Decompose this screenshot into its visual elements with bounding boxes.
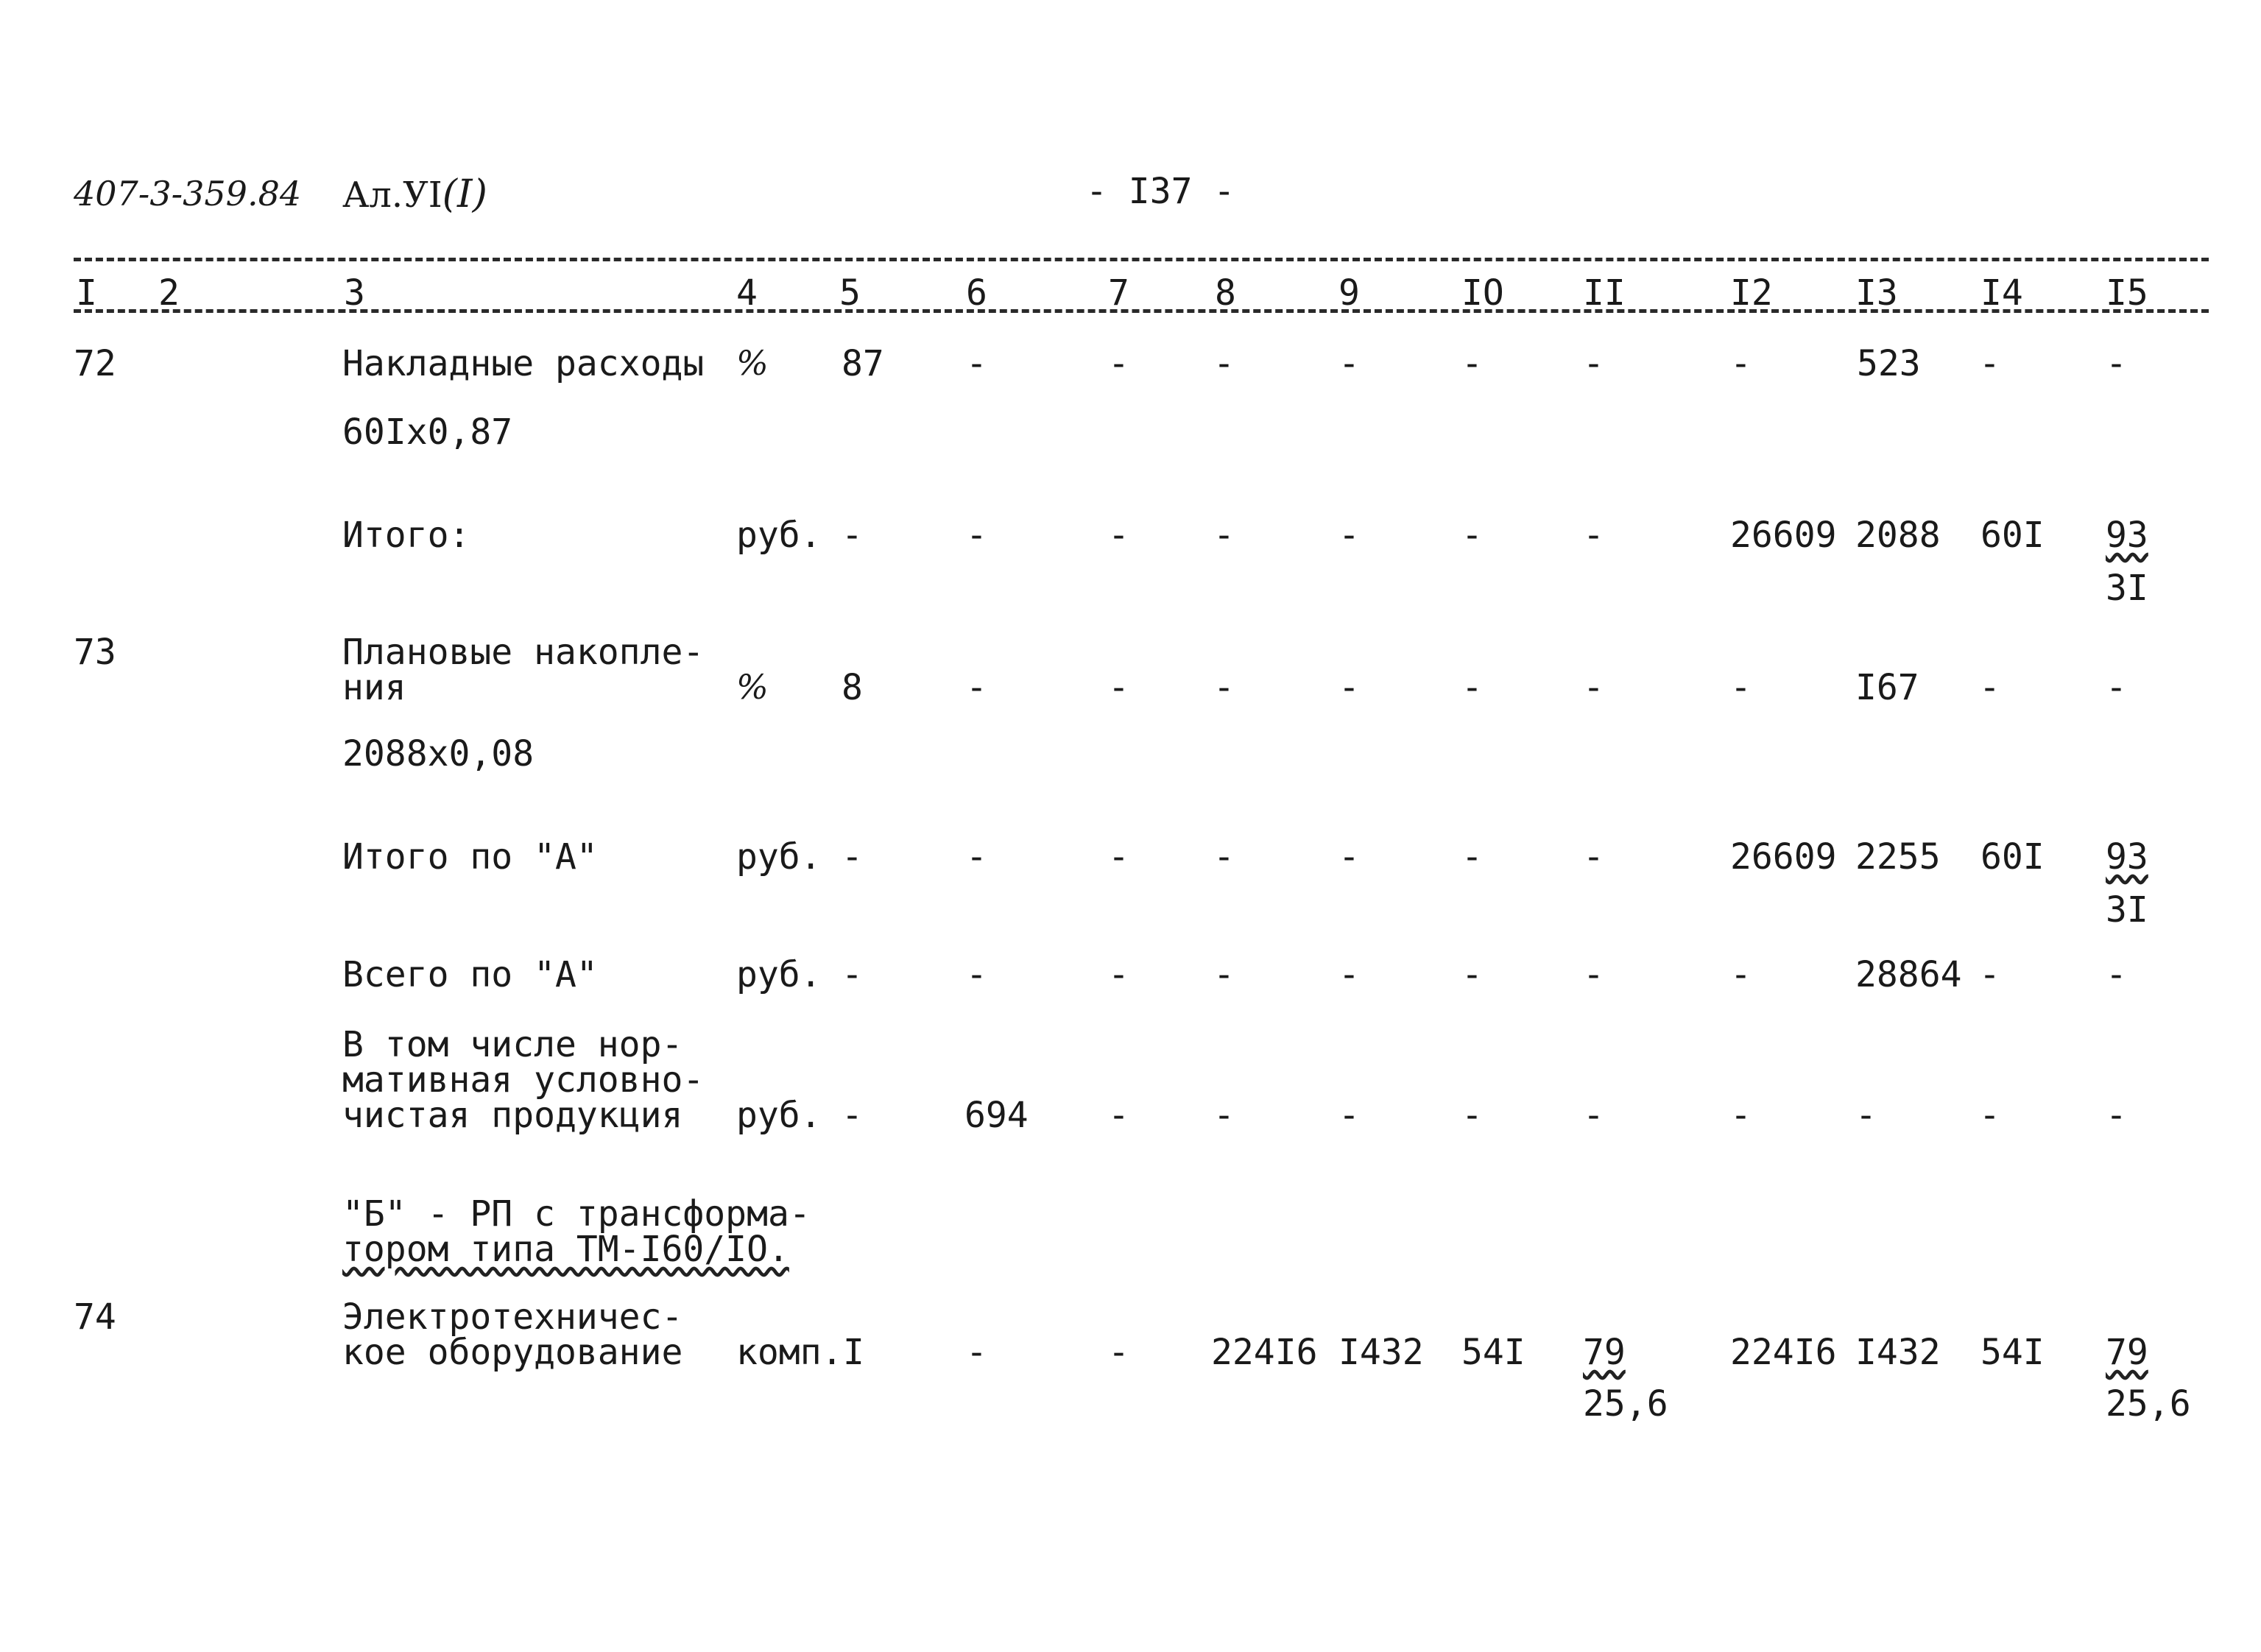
cell-col7: - (1108, 1332, 1129, 1373)
cell-col5: - (842, 1095, 863, 1136)
cell-col8: - (1213, 1095, 1235, 1136)
cell-col14: 60I (1980, 836, 2045, 878)
cell-col7: - (1108, 836, 1129, 878)
column-header: I5 (2106, 272, 2148, 314)
cell-col8: - (1213, 343, 1235, 384)
cell-col8: - (1213, 954, 1235, 995)
cell-col9: - (1338, 836, 1360, 878)
album-prefix: Ал.УI (342, 174, 442, 216)
header-rule-top (74, 258, 2209, 261)
column-header: I4 (1980, 272, 2023, 314)
cell-col15: - (2106, 954, 2127, 995)
cell-col10: - (1461, 954, 1483, 995)
item-name: Итого: (342, 515, 470, 556)
album-label (342, 172, 487, 216)
item-name: В том числе нор- мативная условно- чистая продукция (342, 1024, 705, 1136)
cell-col7: - (1108, 515, 1129, 556)
cell-col14: 60I (1980, 515, 2045, 556)
item-name: Плановые накопле- ния (342, 632, 705, 708)
cell-col11: - (1583, 515, 1604, 556)
unit: руб. (736, 515, 822, 556)
cell-col15: - (2106, 1095, 2127, 1136)
cell-col13: I67 (1855, 667, 1919, 708)
item-name: Итого по "А" (342, 836, 598, 878)
section-title-line1: "Б" - РП с трансформа- (342, 1193, 811, 1235)
cell-col13: 2255 (1855, 836, 1941, 878)
cell-col11: - (1583, 836, 1604, 878)
cell-col6: - (966, 954, 987, 995)
cell-col15: - (2106, 343, 2127, 384)
section-title-line2: тором типа ТМ-I60/IO. (342, 1229, 789, 1270)
column-header: 2 (158, 272, 180, 314)
row-number: 72 (74, 343, 116, 384)
cell-col12: - (1730, 1095, 1752, 1136)
cell-col6: - (966, 667, 987, 708)
cell-col8: 224I6 (1211, 1332, 1318, 1373)
cell-col6: - (966, 836, 987, 878)
cell-col9: - (1338, 667, 1360, 708)
cell-col9: - (1338, 515, 1360, 556)
document-code: 407-3-359.84 (74, 174, 302, 213)
cell-col12: 26609 (1730, 515, 1837, 556)
column-header: 9 (1338, 272, 1360, 314)
cell-col11: - (1583, 667, 1604, 708)
cell-col11: - (1583, 343, 1604, 384)
cell-col9: - (1338, 343, 1360, 384)
column-header: I (76, 272, 97, 314)
cell-col14: - (1979, 954, 2000, 995)
item-calculation: 60Ix0,87 (342, 412, 513, 453)
cell-col12: 26609 (1730, 836, 1837, 878)
unit: руб. (736, 1095, 822, 1136)
cell-col14: 54I (1980, 1332, 2045, 1373)
unit: % (736, 667, 769, 707)
cell-col13: 2088 (1855, 515, 1941, 556)
album-suffix: (I) (442, 172, 487, 216)
cell-col14: - (1979, 667, 2000, 708)
unit: руб. (736, 836, 822, 878)
unit: % (736, 343, 769, 383)
cell-col9: - (1338, 1095, 1360, 1136)
cell-col12: - (1730, 954, 1752, 995)
column-header: IO (1461, 272, 1504, 314)
cell-col12: - (1730, 343, 1752, 384)
cell-col5: I (843, 1332, 864, 1373)
cell-col11: - (1583, 1095, 1604, 1136)
cell-col15-top: 79 (2106, 1332, 2148, 1373)
unit: комп. (736, 1332, 843, 1373)
cell-col6: - (966, 1332, 987, 1373)
cell-col11: - (1583, 954, 1604, 995)
cell-col14: - (1979, 343, 2000, 384)
item-name: Всего по "А" (342, 954, 598, 995)
cell-col5: 87 (842, 343, 884, 384)
item-calculation: 2088x0,08 (342, 733, 535, 774)
cell-col7: - (1108, 343, 1129, 384)
cell-col14: - (1979, 1095, 2000, 1136)
cell-col13: 523 (1857, 343, 1921, 384)
cell-col5: 8 (842, 667, 863, 708)
cell-col13: I432 (1855, 1332, 1941, 1373)
column-header: I2 (1730, 272, 1773, 314)
column-header: 5 (839, 272, 861, 314)
column-header: 6 (966, 272, 987, 314)
cell-col10: - (1461, 1095, 1483, 1136)
unit: руб. (736, 954, 822, 995)
column-header: 3 (344, 272, 365, 314)
page-number: - I37 - (1086, 171, 1235, 212)
cell-col13: 28864 (1855, 954, 1962, 995)
cell-col8: - (1213, 667, 1235, 708)
cell-col8: - (1213, 515, 1235, 556)
cell-col5: - (842, 954, 863, 995)
cell-col7: - (1108, 954, 1129, 995)
cell-col6: - (966, 515, 987, 556)
cell-col15-top: 93 (2106, 515, 2148, 556)
column-header: 7 (1108, 272, 1129, 314)
cell-col12: 224I6 (1730, 1332, 1837, 1373)
cell-col10: - (1461, 836, 1483, 878)
cell-col12: - (1730, 667, 1752, 708)
column-header: I3 (1855, 272, 1898, 314)
column-header: II (1583, 272, 1626, 314)
cell-col9: - (1338, 954, 1360, 995)
column-header: 4 (736, 272, 758, 314)
cell-col10: 54I (1461, 1332, 1525, 1373)
row-number: 74 (74, 1296, 116, 1338)
cell-col15: - (2106, 667, 2127, 708)
cell-col15-bottom: 3I (2106, 889, 2148, 931)
cell-col10: - (1461, 515, 1483, 556)
item-name: Электротехничес- кое оборудование (342, 1296, 683, 1373)
column-header: 8 (1215, 272, 1236, 314)
row-number: 73 (74, 632, 116, 673)
item-name: Накладные расходы (342, 343, 705, 384)
cell-col11-bottom: 25,6 (1583, 1383, 1668, 1425)
cell-col8: - (1213, 836, 1235, 878)
cell-col11-top: 79 (1583, 1332, 1626, 1373)
cell-col15-top: 93 (2106, 836, 2148, 878)
cell-col15-bottom: 3I (2106, 568, 2148, 609)
cell-col5: - (842, 515, 863, 556)
cell-col7: - (1108, 1095, 1129, 1136)
cell-col9: I432 (1338, 1332, 1424, 1373)
cell-col7: - (1108, 667, 1129, 708)
cell-col15-bottom: 25,6 (2106, 1383, 2191, 1425)
cell-col13: - (1855, 1095, 1877, 1136)
cell-col5: - (842, 836, 863, 878)
cell-col6: 694 (964, 1095, 1029, 1136)
cell-col10: - (1461, 343, 1483, 384)
cell-col10: - (1461, 667, 1483, 708)
cell-col6: - (966, 343, 987, 384)
